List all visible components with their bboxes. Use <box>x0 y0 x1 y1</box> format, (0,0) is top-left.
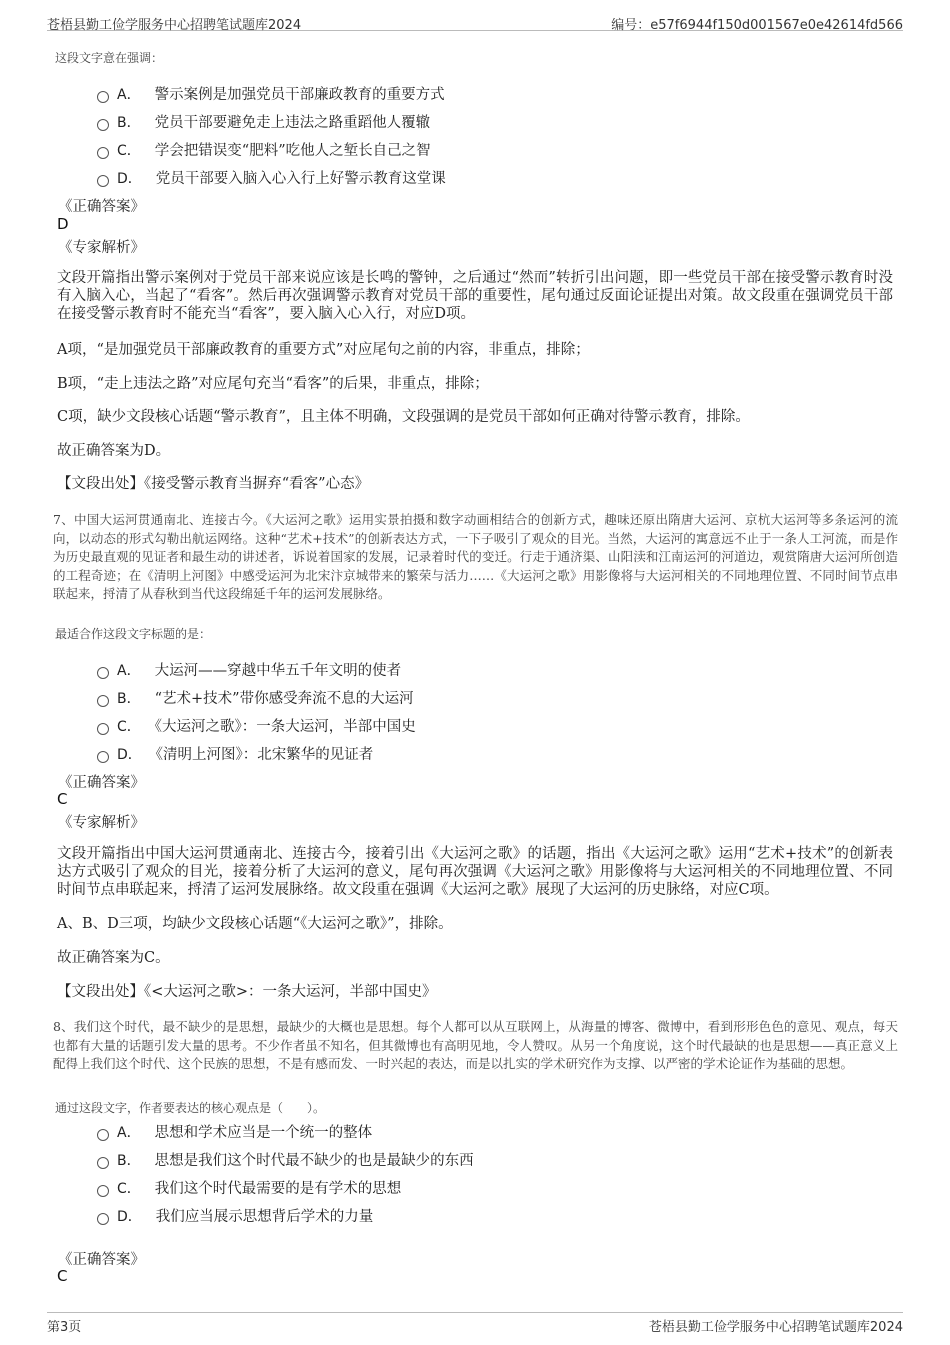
q7-option-a[interactable]: A． 大运河——穿越中华五千年文明的使者 <box>97 659 401 680</box>
q8-option-c[interactable]: C． 我们这个时代最需要的是有学术的思想 <box>97 1177 401 1198</box>
radio-icon[interactable] <box>97 1185 109 1197</box>
q8-answer-label: 《正确答案》 <box>58 1252 145 1268</box>
q6-prompt: 这段文字意在强调： <box>55 51 164 65</box>
q8-stem: 8、我们这个时代，最不缺少的是思想，最缺少的大概也是思想。每个人都可以从互联网上，从海量的博客、微博中，看到形形色色的意见、观点，每天也都有大量的话题引发大量的思考。不少作者虽不知名，但其微博也有高明见地，令人赞叹。从另一个角度说，这个时代最缺的也是思想——真正意义上配得上我们这个时代、这个民族的思想，不是有感而发、一时兴起的表达，而是以扎实的学术研究作为支撑、以严密的学术论证作为基础的思想。 <box>53 1019 898 1071</box>
q8-option-d[interactable]: D． 我们应当展示思想背后学术的力量 <box>97 1205 373 1226</box>
radio-icon[interactable] <box>97 175 109 187</box>
q6-analysis-conclusion: 故正确答案为D。 <box>57 443 171 459</box>
q6-analysis-label: 《专家解析》 <box>58 240 145 256</box>
q7-source: 【文段出处】《<大运河之歌>：一条大运河，半部中国史》 <box>57 984 437 1000</box>
q6-option-d[interactable]: D． 党员干部要入脑入心入行上好警示教育这堂课 <box>97 167 446 188</box>
footer-title: 苍梧县勤工俭学服务中心招聘笔试题库2024 <box>648 1320 903 1335</box>
q6-analysis-a: A项，“是加强党员干部廉政教育的重要方式”对应尾句之前的内容，非重点，排除； <box>57 342 590 358</box>
q8-option-a[interactable]: A． 思想和学术应当是一个统一的整体 <box>97 1121 372 1142</box>
q8-option-b[interactable]: B． 思想是我们这个时代最不缺少的也是最缺少的东西 <box>97 1149 474 1170</box>
q7-option-d[interactable]: D． 《清明上河图》：北宋繁华的见证者 <box>97 743 373 764</box>
q8-answer: C <box>57 1267 68 1285</box>
page-footer <box>47 1312 903 1337</box>
q7-analysis-label: 《专家解析》 <box>58 815 145 831</box>
q7-analysis-options: A、B、D三项，均缺少文段核心话题“《大运河之歌》”，排除。 <box>57 916 453 932</box>
q6-option-b[interactable]: B． 党员干部要避免走上违法之路重蹈他人覆辙 <box>97 111 430 132</box>
q7-option-b[interactable]: B． “艺术+技术”带你感受奔流不息的大运河 <box>97 687 414 708</box>
q6-answer-label: 《正确答案》 <box>58 199 145 215</box>
q6-source: 【文段出处】《接受警示教育当摒弃“看客”心态》 <box>57 476 370 492</box>
radio-icon[interactable] <box>97 1157 109 1169</box>
radio-icon[interactable] <box>97 751 109 763</box>
radio-icon[interactable] <box>97 667 109 679</box>
q7-analysis-conclusion: 故正确答案为C。 <box>57 950 170 966</box>
radio-icon[interactable] <box>97 147 109 159</box>
q7-answer-label: 《正确答案》 <box>58 775 145 791</box>
radio-icon[interactable] <box>97 695 109 707</box>
header-code: 编号：e57f6944f150d001567e0e42614fd566 <box>611 18 903 33</box>
q6-analysis-main: 文段开篇指出警示案例对于党员干部来说应该是长鸣的警钟，之后通过“然而”转折引出问题，即一些党员干部在接受警示教育时没有入脑入心，当起了“看客”。然后再次强调警示教育对党员干部的重要性，尾句通过反面论证提出对策。故文段重在强调党员干部在接受警示教育时不能充当“看客”，要入脑入心入行，对应D项。 <box>57 270 893 322</box>
q6-option-c[interactable]: C． 学会把错误变“肥料”吃他人之堑长自己之智 <box>97 139 431 160</box>
header-title: 苍梧县勤工俭学服务中心招聘笔试题库2024 <box>47 18 302 33</box>
radio-icon[interactable] <box>97 119 109 131</box>
q7-option-c[interactable]: C． 《大运河之歌》：一条大运河，半部中国史 <box>97 715 416 736</box>
q6-answer: D <box>57 215 69 233</box>
q7-stem: 7、中国大运河贯通南北、连接古今。《大运河之歌》运用实景拍摄和数字动画相结合的创新方式，趣味还原出隋唐大运河、京杭大运河等多条运河的流向，以动态的形式勾勒出航运网络。这种“艺术+技术”的创新表达方式，一下子吸引了观众的目光。当然，大运河的寓意远不止于一条人工河流，而是作为历史最直观的见证者和最生动的讲述者，诉说着国家的发展，记录着时代的变迁。行走于通济渠、山阳渎和江南运河的河道边，观赏隋唐大运河所创造的工程奇迹；在《清明上河图》中感受运河为北宋汴京城带来的繁荣与活力……《大运河之歌》用影像将与大运河相关的不同地理位置、不同时间节点串联起来，捋清了从春秋到当代这段绵延千年的运河发展脉络。 <box>53 512 898 601</box>
q6-analysis-b: B项，“走上违法之路”对应尾句充当“看客”的后果，非重点，排除； <box>57 376 489 392</box>
q8-prompt: 通过这段文字，作者要表达的核心观点是（ ）。 <box>55 1101 326 1115</box>
radio-icon[interactable] <box>97 91 109 103</box>
page-header <box>47 10 903 31</box>
q6-analysis-c: C项，缺少文段核心话题“警示教育”，且主体不明确，文段强调的是党员干部如何正确对待警示教育，排除。 <box>57 409 750 425</box>
q7-answer: C <box>57 790 68 808</box>
radio-icon[interactable] <box>97 1213 109 1225</box>
q7-prompt: 最适合作这段文字标题的是： <box>55 627 212 641</box>
q7-analysis-main: 文段开篇指出中国大运河贯通南北、连接古今，接着引出《大运河之歌》的话题，指出《大运河之歌》运用“艺术+技术”的创新表达方式吸引了观众的目光，接着分析了大运河的意义，尾句再次强调《大运河之歌》用影像将与大运河相关的不同地理位置、不同时间节点串联起来，捋清了运河发展脉络。故文段重在强调《大运河之歌》展现了大运河的历史脉络，对应C项。 <box>57 846 893 898</box>
page-number: 第3页 <box>47 1320 82 1335</box>
q6-option-a[interactable]: A． 警示案例是加强党员干部廉政教育的重要方式 <box>97 83 445 104</box>
radio-icon[interactable] <box>97 1129 109 1141</box>
radio-icon[interactable] <box>97 723 109 735</box>
